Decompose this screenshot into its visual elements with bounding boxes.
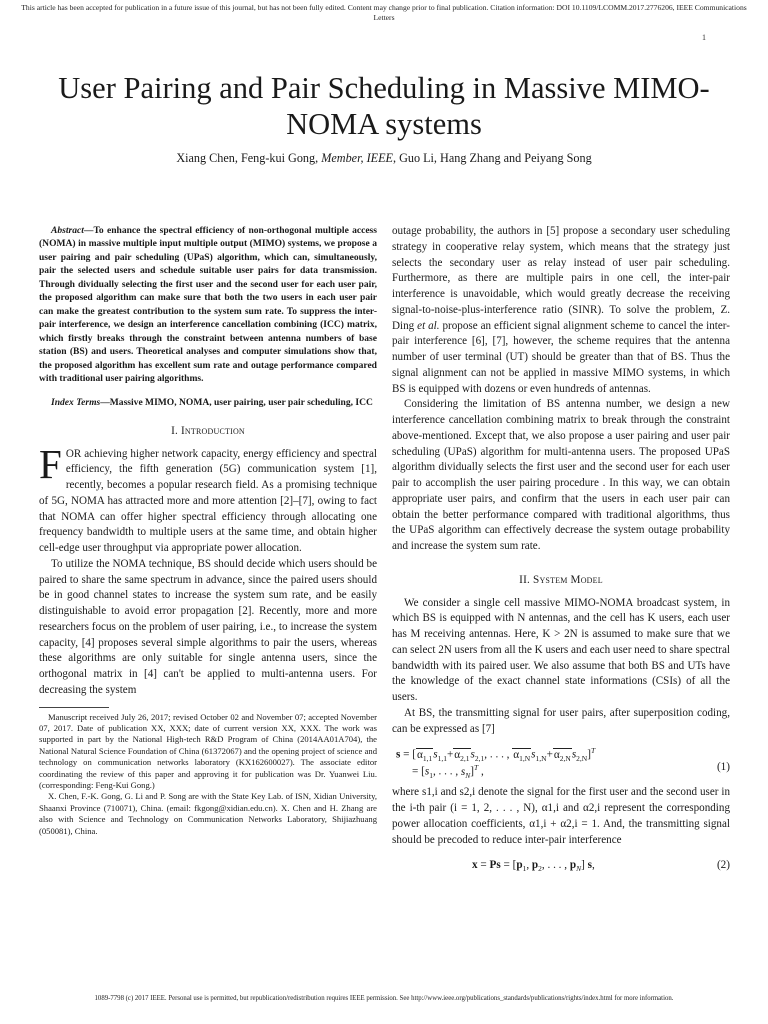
intro-paragraph-2: To utilize the NOMA technique, BS should decide which users should be paired to share the same spectrum in advance, since the paired users should be in good channel states to increase the system sum rate, and be easily distinguishable to avoid error propagation [2]. Recently, more and more researchers focus on the problem of user pairing, i.e., to increase the system capacity, [4] proposes several simple algorithms to pair the users, whereas these algorithms are only suitable for single antenna users, since the orthogonal matrix in [4] can't be applied to multi-antenna users. For decreasing the system [39,557,377,696]
paper-title: User Pairing and Pair Scheduling in Massive MIMO-NOMA systems [58,71,710,141]
equation-1-line-2: = [$s_1$, . . . , $s_N]^T$ , [412,763,484,781]
index-terms-text: —Massive MIMO, NOMA, user pairing, user pair scheduling, ICC [100,397,373,409]
drop-cap: F [39,440,62,487]
equation-1-number: (1) [716,761,730,774]
system-model-paragraph-2: At BS, the transmitting signal for user pairs, after superposition coding, can be expressed as [7] [392,706,730,735]
right-paragraph-2: Considering the limitation of BS antenna number, we design a new interference cancellation combining matrix to break through the constraint above-mentioned. Except that, we also propose a user pairing and user pair scheduling (UPaS) algorithm for multi-antenna users. The proposed UPaS algorithm dividually selects the first user and the second user for each user pair to accomplish the user pairing procedure . In this way, we can obtain appropriate user pairs, and confirm that the users in each user pair can obtain the better performance compared with traditional algorithms, thus the UPaS algorithm can effectively decrease the system outage probability and increase the system sum rate. [392,398,730,552]
authors-part2: , Guo Li, Hang Zhang and Peiyang Song [392,151,592,165]
equation-2-number: (2) [716,859,730,872]
section-heading-system-model: II. System Model [519,573,603,586]
footnote-rule [39,707,109,708]
abstract [39,224,377,385]
right-column [392,224,730,886]
author-list [20,150,748,166]
equation-1 [392,743,730,779]
author-membership: Member, IEEE [321,151,393,165]
equation-2-body: $x = Ps = [p_1$, $p_2$, . . . , $p_N$] s, [472,859,595,874]
right-paragraph-1: outage probability, the authors in [5] propose a secondary user scheduling strategy in cooperative relay system, which means that the strategy just selects the secondary user as relay instead of user pair scheduling. Furthermore, as there are multiple pairs in one cell, the inter-pair interference is unavoidable, which would greatly decrease the receiving signal-to-noise-plus-interference ratio (SINR). To solve the problem, Z. Ding et al. propose an efficient signal alignment scheme to cancel the inter-pair interference [6], [7], however, the scheme requires that the antenna number of user terminal (UT) should be greater than that of BS. Thus the signal alignment can not be applied in massive MIMO systems, in which BS is equipped with dozens or even hundreds of antennas. [392,225,730,395]
index-terms [39,396,377,409]
authors-part1: Xiang Chen, Feng-kui Gong, [176,151,322,165]
abstract-text: —To enhance the spectral efficiency of non-orthogonal multiple access (NOMA) in massive multiple input multiple output (MIMO) systems, we propose a user pairing and pair scheduling (UPaS) algorithm, which can, simultaneously, pair the selected users and schedule suitable user pairs for data transmission. Through dividually selecting the first user and the second user for each user pair, the proposed algorithm can make sure that both the two users in each user pair can make the greatest contribution to the system sum rate. To suppress the inter-pair interference, we design an interference cancellation combining (ICC) matrix, which firstly breaks through the constraint between antenna numbers of base station (BS) and users. Theoretical analyses and computer simulations show that, the proposed algorithm has excellent sum rate and outage performance compared with traditional user pairing algorithms. [39,225,377,384]
intro-p1-text: OR achieving higher network capacity, energy efficiency and spectral efficiency, the fifth generation (5G) communication system [1], recently, becomes a popular research field. As a promising technique of 5G, NOMA has attracted more and more attention [2]–[7], owing to fact that NOMA can offer higher spectral efficiency through allocating one frequency bandwidth to multiple users at the same time, and obtain higher cell-edge user throughput via appropriate power allocation. [39,447,377,555]
footnote-manuscript: Manuscript received July 26, 2017; revised October 02 and November 07; accepted November 07, 2017. Date of publication XX, XXX; date of current version XX, XXX. The work was supported in part by the National High-tech R&D Program of China (2014AA01A704), the National Natural Science Foundation of China (61372067) and the opening project of science and technology on communication networks laboratory (KX162600027). The associate editor coordinating the review of this paper and approving it for publication was Dr. Yuanwei Liu. (corresponding: Feng-Kui Gong.) [39,711,377,791]
left-column [39,224,377,837]
system-model-paragraph-1: We consider a single cell massive MIMO-NOMA broadcast system, in which BS is equipped with N antennas, and the cell has K users, each user has M receiving antennas. Here, K > 2N is assumed to make sure that we can select 2N users from all the K users and each user need to share spectral bandwidth with its paired user. We also assume that both BS and UTs have the knowledge of the exact channel state informations (CSIs) of all the users. [392,596,730,703]
index-terms-label: Index Terms [51,397,101,409]
page-number: 1 [702,33,706,42]
abstract-label: Abstract [51,225,84,236]
intro-paragraph-1 [39,440,377,557]
copyright-footer: 1089-7798 (c) 2017 IEEE. Personal use is permitted, but republication/redistribution requires IEEE permission. See http://www.ieee.org/publications_standards/publications/rights/index.html for more information. [94,995,674,1002]
equation-2 [392,858,730,880]
equation-1-line-1: $s = [\alpha_{1,1}s_{1,1}+\alpha_{2,1}s_{2,1}$, . . . , $\alpha_{1,N}s_{1,N}+\alpha_{2,N}s_{2,N}]^T$ [396,746,596,764]
section-heading-introduction: I. Introduction [171,424,245,437]
preprint-banner: This article has been accepted for publication in a future issue of this journal, but has not been fully edited. Content may change prior to final publication. Citation information: DOI 10.1109/LCOMM.2017.2776206, IEEE Communications Letters [21,3,747,22]
footnote-affiliations: X. Chen, F.-K. Gong, G. Li and P. Song are with the State Key Lab. of ISN, Xidian University, Shaanxi Province (710071), China. (email: fkgong@xidian.edu.cn). X. Chen and H. Zhang are also with Science and Technology on Communication Networks Laboratory, Shijiazhuang (050081), China. [39,791,377,836]
system-model-paragraph-3: where s1,i and s2,i denote the signal for the first user and the second user in the i-th pair (i = 1, 2, . . . , N), α1,i and α2,i represent the corresponding power allocation coefficients, α1,i + α2,i = 1. And, the transmitting signal should be precoded to reduce inter-pair interference [392,786,730,846]
